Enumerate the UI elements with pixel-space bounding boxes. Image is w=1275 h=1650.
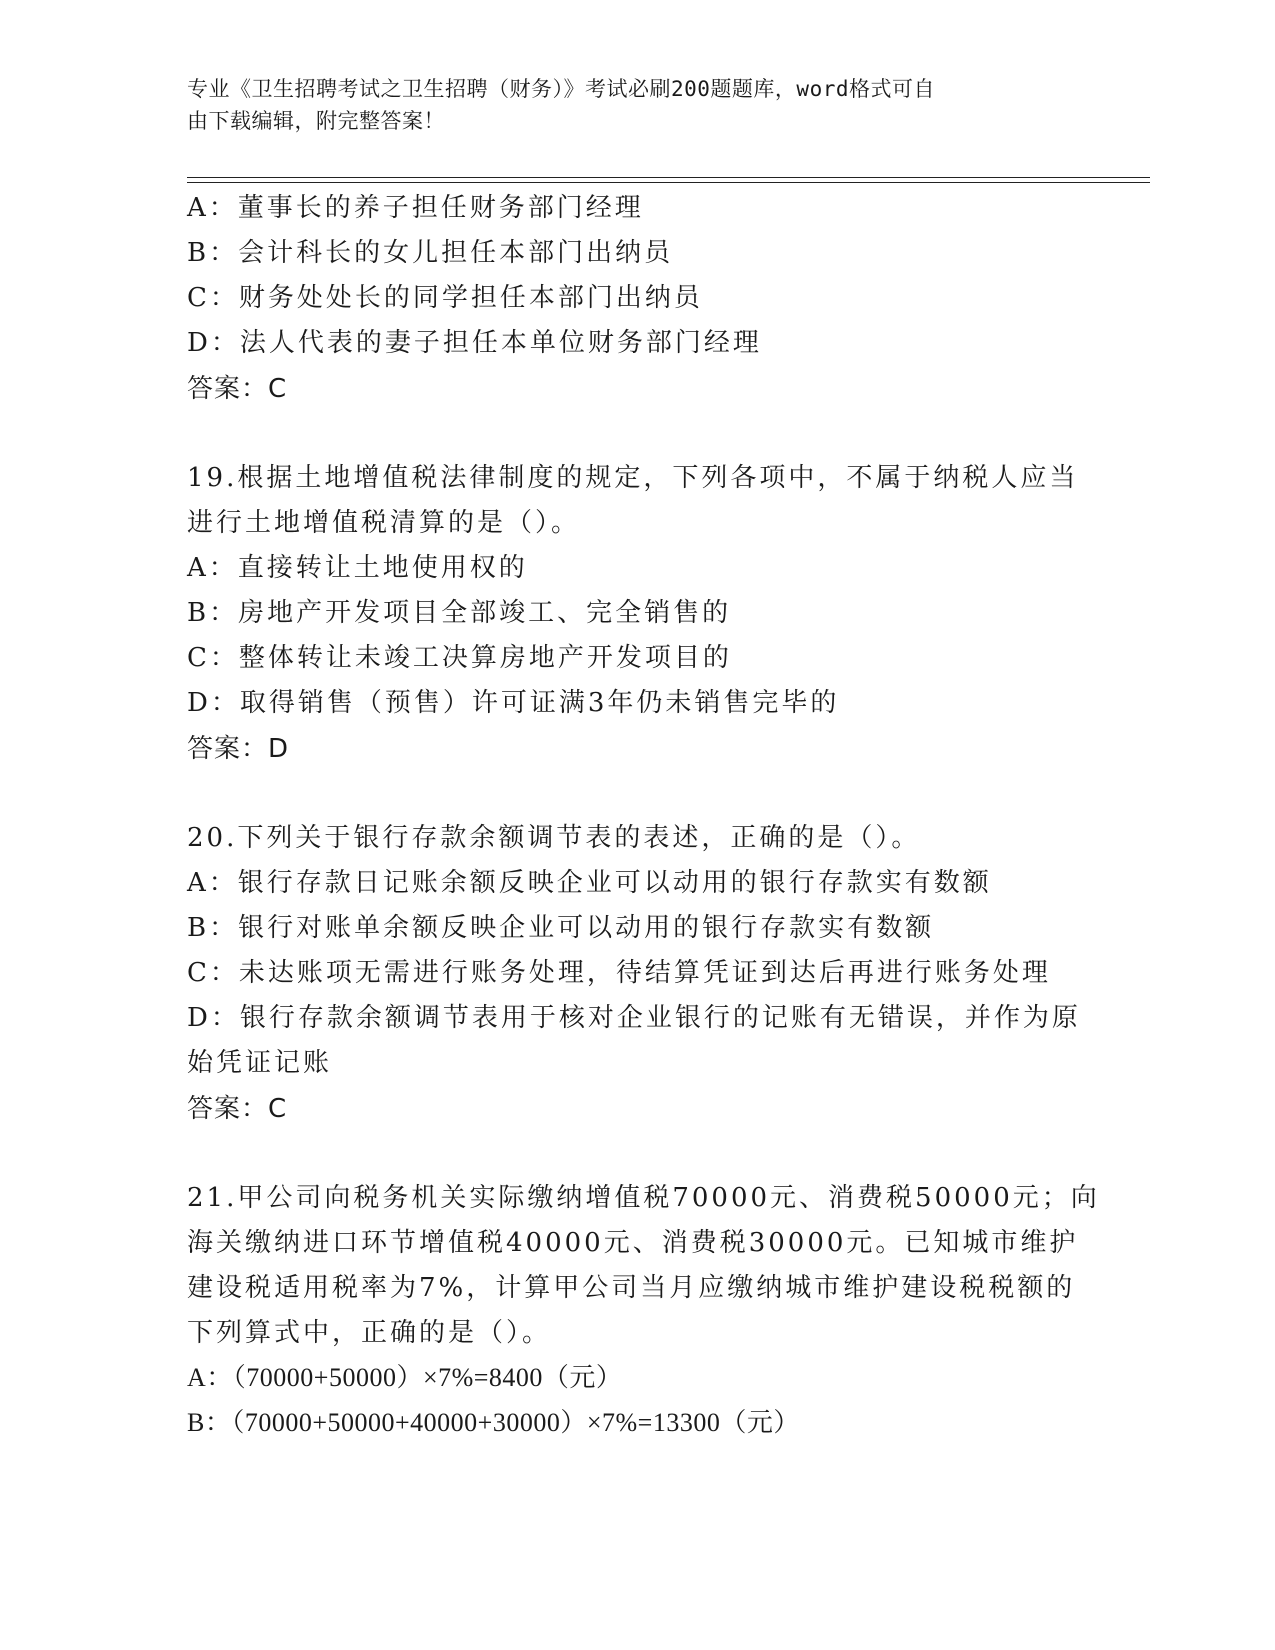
q18-option-a: A：董事长的养子担任财务部门经理	[187, 193, 644, 223]
q20-option-d-line-1: D：银行存款余额调节表用于核对企业银行的记账有无错误，并作为原	[187, 1003, 1081, 1033]
header-line-1: 专业《卫生招聘考试之卫生招聘（财务）》考试必刷200题题库，word格式可自	[187, 77, 935, 101]
q20-option-c: C：未达账项无需进行账务处理，待结算凭证到达后再进行账务处理	[187, 958, 1051, 988]
header-divider-bottom	[187, 182, 1150, 183]
q19-option-b: B：房地产开发项目全部竣工、完全销售的	[187, 598, 732, 628]
q20-option-d-line-2: 始凭证记账	[187, 1048, 333, 1078]
q19-option-c: C：整体转让未竣工决算房地产开发项目的	[187, 643, 732, 673]
q21-stem-line-1: 21.甲公司向税务机关实际缴纳增值税70000元、消费税50000元；向	[187, 1183, 1100, 1213]
q19-stem-line-1: 19.根据土地增值税法律制度的规定，下列各项中，不属于纳税人应当	[187, 463, 1079, 493]
q21-option-b: B：（70000+50000+40000+30000）×7%=13300（元）	[187, 1408, 800, 1437]
q21-stem-line-4: 下列算式中，正确的是（）。	[187, 1318, 552, 1348]
q21-option-a: A：（70000+50000）×7%=8400（元）	[187, 1363, 623, 1392]
q19-option-d: D：取得销售（预售）许可证满3年仍未销售完毕的	[187, 688, 840, 718]
q18-option-c: C：财务处处长的同学担任本部门出纳员	[187, 283, 703, 313]
q19-stem-line-2: 进行土地增值税清算的是（）。	[187, 508, 581, 538]
header-divider-top	[187, 177, 1150, 178]
q20-option-a: A：银行存款日记账余额反映企业可以动用的银行存款实有数额	[187, 868, 992, 898]
document-header	[187, 73, 1067, 137]
q20-stem-line-1: 20.下列关于银行存款余额调节表的表述，正确的是（）。	[187, 823, 921, 853]
q21-stem-line-3: 建设税适用税率为7%，计算甲公司当月应缴纳城市维护建设税税额的	[187, 1273, 1076, 1303]
q18-option-b: B：会计科长的女儿担任本部门出纳员	[187, 238, 674, 268]
header-line-2: 由下载编辑，附完整答案！	[187, 109, 445, 133]
q18-option-d: D：法人代表的妻子担任本单位财务部门经理	[187, 328, 762, 358]
q20-option-b: B：银行对账单余额反映企业可以动用的银行存款实有数额	[187, 913, 935, 943]
q21-stem-line-2: 海关缴纳进口环节增值税40000元、消费税30000元。已知城市维护	[187, 1228, 1079, 1258]
q20-answer: 答案：C	[187, 1094, 288, 1124]
q19-option-a: A：直接转让土地使用权的	[187, 553, 528, 583]
q19-answer: 答案：D	[187, 734, 290, 764]
q18-answer: 答案：C	[187, 374, 288, 404]
